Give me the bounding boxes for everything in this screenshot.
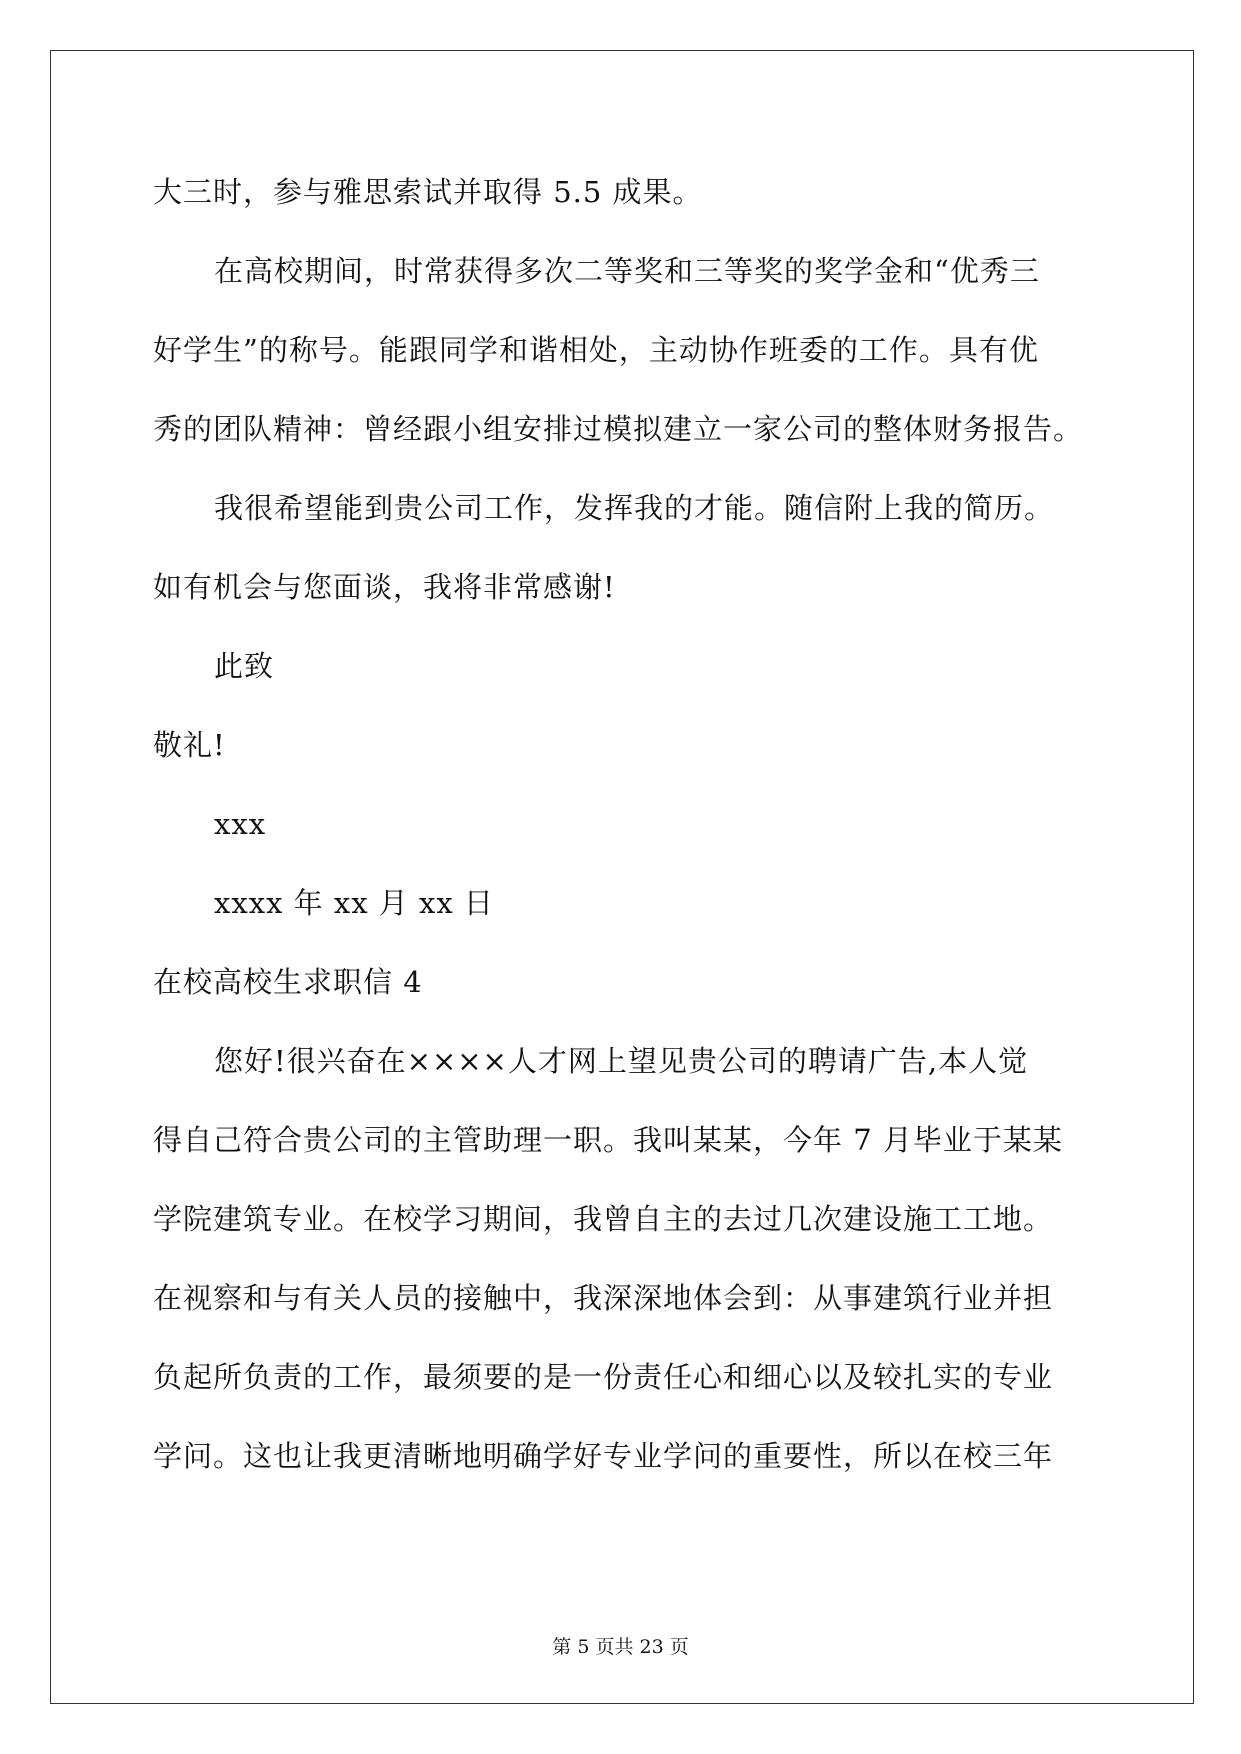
text-line-5: 我很希望能到贵公司工作，发挥我的才能。随信附上我的简历。	[214, 491, 1055, 525]
date-line: xxxx 年 xx 月 xx 日	[214, 886, 494, 920]
page-total: 共 23 页	[614, 1636, 689, 1658]
text-line-4: 秀的团队精神：曾经跟小组安排过模拟建立一家公司的整体财务报告。	[153, 412, 1084, 446]
text-line-15: 在视察和与有关人员的接触中，我深深地体会到：从事建筑行业并担	[153, 1281, 1054, 1315]
text-line-14: 学院建筑专业。在校学习期间，我曾自主的去过几次建设施工工地。	[153, 1202, 1054, 1236]
text-line-3: 好学生”的称号。能跟同学和谐相处，主动协作班委的工作。具有优	[153, 333, 1039, 367]
text-line-16: 负起所负责的工作，最须要的是一份责任心和细心以及较扎实的专业	[153, 1360, 1054, 1394]
text-line-6: 如有机会与您面谈，我将非常感谢!	[153, 570, 616, 604]
text-line-12: 您好!很兴奋在××××人才网上望见贵公司的聘请广告,本人觉	[214, 1044, 1029, 1078]
page-number: 第 5 页	[552, 1636, 615, 1658]
text-line-2: 在高校期间，时常获得多次二等奖和三等奖的奖学金和“优秀三	[214, 254, 1040, 288]
salutation-line: 此致	[214, 649, 275, 683]
section-heading: 在校高校生求职信 4	[153, 965, 423, 999]
page-footer	[0, 1635, 1241, 1659]
signature-line: xxx	[214, 807, 267, 841]
text-line-17: 学问。这也让我更清晰地明确学好专业学问的重要性，所以在校三年	[153, 1439, 1054, 1473]
closing-line: 敬礼!	[153, 728, 226, 762]
text-line-13: 得自己符合贵公司的主管助理一职。我叫某某，今年 7 月毕业于某某	[153, 1123, 1063, 1157]
text-line-1: 大三时，参与雅思索试并取得 5.5 成果。	[153, 175, 703, 209]
